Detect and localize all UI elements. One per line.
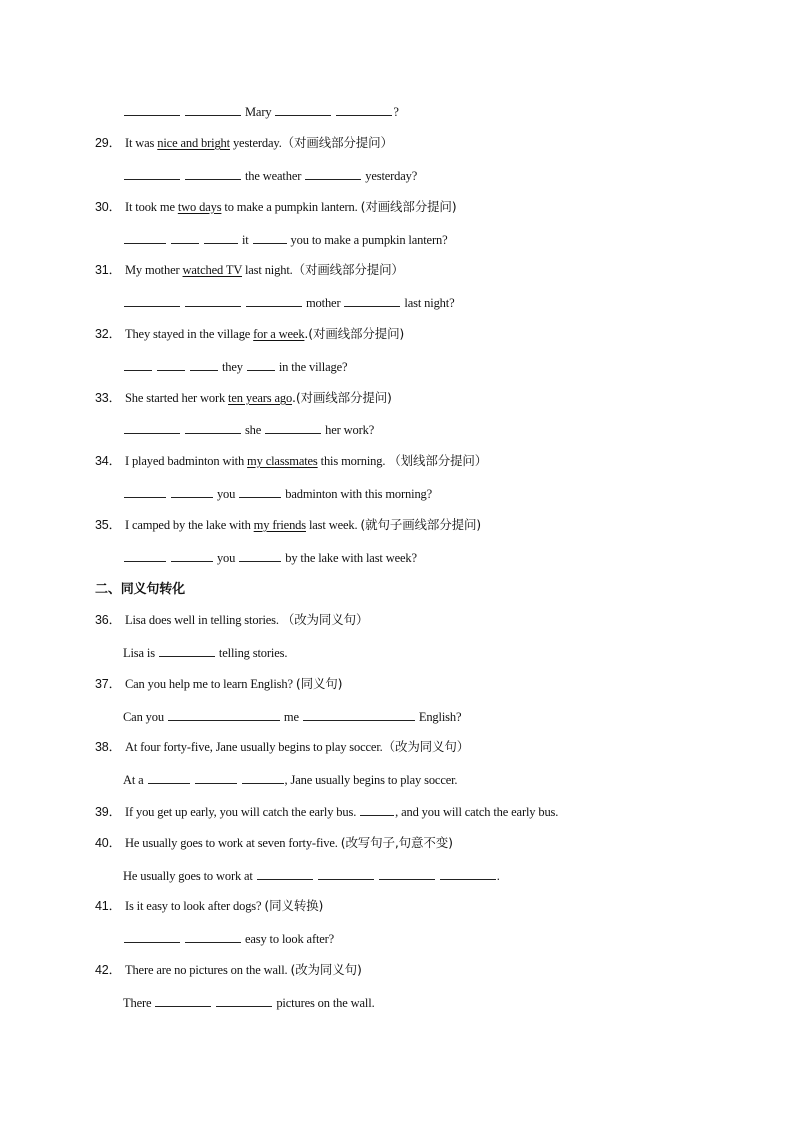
sentence-text: Lisa does well in telling stories. (124, 613, 282, 627)
sentence-text (332, 105, 335, 119)
instruction-note: （改为同义句） (382, 739, 470, 754)
sentence-text: Can you (123, 710, 167, 724)
question-number: 41． (95, 899, 121, 913)
sentence-text (167, 551, 170, 565)
sentence-text: At four forty-five, Jane usually begins to play soccer. (124, 740, 383, 754)
answer-blank[interactable] (239, 485, 281, 498)
answer-blank[interactable] (171, 549, 213, 562)
answer-line (123, 994, 375, 1011)
answer-blank[interactable] (239, 549, 281, 562)
answer-blank[interactable] (171, 231, 199, 244)
sentence-text: mother (302, 296, 344, 310)
sentence-text: yesterday. (229, 136, 282, 150)
sentence-text: to make a pumpkin lantern. (221, 200, 361, 214)
sentence-text (181, 932, 184, 946)
underlined-phrase: ten years ago (228, 391, 293, 405)
sentence-text: If you get up early, you will catch the early bus. (124, 805, 360, 819)
sentence-text: her work? (322, 423, 375, 437)
question-line (95, 135, 393, 151)
answer-line (123, 930, 334, 947)
answer-line (123, 644, 287, 661)
answer-blank[interactable] (242, 771, 284, 784)
answer-line (123, 358, 347, 375)
answer-blank[interactable] (124, 421, 180, 434)
question-number: 35． (95, 518, 121, 532)
answer-blank[interactable] (305, 167, 361, 180)
sentence-text (186, 360, 189, 374)
question-number: 31． (95, 263, 121, 277)
sentence-text: you (213, 551, 239, 565)
question-line (95, 517, 481, 533)
sentence-text: They stayed in the village (124, 327, 254, 341)
sentence-text (153, 360, 156, 374)
sentence-text: telling stories. (215, 646, 288, 660)
question-line (95, 262, 404, 278)
instruction-note: （划线部分提问） (388, 453, 488, 468)
sentence-text: Can you help me to learn English? (124, 677, 296, 691)
sentence-text: by the lake with last week? (282, 551, 417, 565)
answer-blank[interactable] (344, 294, 400, 307)
question-number: 39． (95, 805, 121, 819)
instruction-note: （改为同义句） (281, 612, 369, 627)
question-line (95, 199, 457, 215)
sentence-text: ? (393, 105, 399, 119)
answer-blank[interactable] (246, 294, 302, 307)
answer-blank[interactable] (275, 103, 331, 116)
instruction-note: (改写句子,句意不变) (340, 835, 453, 850)
sentence-text: My mother (124, 263, 183, 277)
sentence-text (242, 296, 245, 310)
answer-blank[interactable] (148, 771, 190, 784)
answer-blank[interactable] (185, 421, 241, 434)
sentence-text: pictures on the wall. (273, 996, 375, 1010)
sentence-text (375, 869, 378, 883)
question-line (95, 803, 558, 820)
instruction-note: （对画线部分提问） (281, 135, 393, 150)
question-number: 29． (95, 136, 121, 150)
sentence-text (212, 996, 215, 1010)
question-line (95, 962, 362, 978)
instruction-note: .(对画线部分提问) (304, 326, 405, 341)
sentence-text: Is it easy to look after dogs? (124, 899, 265, 913)
question-line (95, 835, 453, 851)
question-number: 38． (95, 740, 121, 754)
answer-blank[interactable] (124, 167, 180, 180)
question-number: 33． (95, 391, 121, 405)
question-number: 37． (95, 677, 121, 691)
sentence-text (181, 169, 184, 183)
sentence-text: I camped by the lake with (124, 518, 254, 532)
question-line (95, 676, 342, 692)
sentence-text (167, 487, 170, 501)
answer-blank[interactable] (265, 421, 321, 434)
answer-blank[interactable] (247, 358, 275, 371)
sentence-text: in the village? (275, 360, 348, 374)
answer-blank[interactable] (185, 930, 241, 943)
answer-blank[interactable] (155, 994, 211, 1007)
answer-blank[interactable] (171, 485, 213, 498)
answer-blank[interactable] (253, 231, 287, 244)
answer-blank[interactable] (185, 294, 241, 307)
section-title: 二、同义句转化 (95, 582, 185, 597)
answer-blank[interactable] (124, 485, 166, 498)
answer-blank[interactable] (257, 867, 313, 880)
answer-blank[interactable] (124, 294, 180, 307)
answer-line (123, 867, 500, 884)
sentence-text: me (280, 710, 302, 724)
answer-blank[interactable] (124, 358, 152, 371)
answer-line (123, 167, 417, 184)
sentence-text: He usually goes to work at (123, 869, 256, 883)
sentence-text: last night? (401, 296, 455, 310)
instruction-note: (就句子画线部分提问) (360, 517, 482, 532)
answer-blank[interactable] (159, 644, 215, 657)
answer-blank[interactable] (216, 994, 272, 1007)
question-number: 32． (95, 327, 121, 341)
question-number: 36． (95, 613, 121, 627)
sentence-text: easy to look after? (241, 932, 335, 946)
sentence-text: . (496, 869, 500, 883)
question-line (95, 898, 323, 914)
sentence-text: you (213, 487, 239, 501)
answer-line (123, 549, 417, 566)
question-number: 40． (95, 836, 121, 850)
answer-line (123, 231, 447, 248)
answer-line (123, 708, 461, 725)
sentence-text: I played badminton with (124, 454, 248, 468)
answer-blank[interactable] (190, 358, 218, 371)
answer-blank[interactable] (303, 708, 415, 721)
answer-blank[interactable] (157, 358, 185, 371)
answer-blank[interactable] (185, 103, 241, 116)
answer-blank[interactable] (440, 867, 496, 880)
sentence-text: Mary (241, 105, 275, 119)
sentence-text: she (241, 423, 265, 437)
question-line (95, 612, 368, 628)
underlined-phrase: my friends (253, 518, 306, 532)
instruction-note: （对画线部分提问） (292, 262, 404, 277)
sentence-text: the weather (241, 169, 305, 183)
sentence-text (181, 423, 184, 437)
underlined-phrase: for a week (253, 327, 305, 341)
answer-blank[interactable] (318, 867, 374, 880)
question-number: 42． (95, 963, 121, 977)
sentence-text (314, 869, 317, 883)
sentence-text: this morning. (317, 454, 389, 468)
sentence-text (181, 105, 184, 119)
underlined-phrase: nice and bright (157, 136, 230, 150)
sentence-text: you to make a pumpkin lantern? (287, 233, 448, 247)
answer-blank[interactable] (204, 231, 238, 244)
sentence-text: they (218, 360, 246, 374)
answer-blank[interactable] (185, 167, 241, 180)
underlined-phrase: my classmates (247, 454, 318, 468)
sentence-text: There (123, 996, 155, 1010)
sentence-text: She started her work (124, 391, 229, 405)
answer-line (123, 103, 399, 120)
answer-blank[interactable] (124, 103, 180, 116)
sentence-text (191, 773, 194, 787)
question-number: 30． (95, 200, 121, 214)
answer-blank[interactable] (360, 803, 394, 816)
sentence-text: He usually goes to work at seven forty-five. (124, 836, 341, 850)
sentence-text (238, 773, 241, 787)
answer-line (123, 485, 432, 502)
instruction-note: (改为同义句) (290, 962, 362, 977)
instruction-note: (同义句) (295, 676, 343, 691)
sentence-text (167, 233, 170, 247)
answer-blank[interactable] (124, 231, 166, 244)
sentence-text: , and you will catch the early bus. (395, 805, 559, 819)
sentence-text: English? (415, 710, 462, 724)
question-line (95, 453, 487, 469)
sentence-text (181, 296, 184, 310)
sentence-text: It took me (124, 200, 178, 214)
answer-blank[interactable] (168, 708, 280, 721)
sentence-text: last week. (305, 518, 361, 532)
sentence-text: last night. (241, 263, 293, 277)
underlined-phrase: watched TV (182, 263, 242, 277)
sentence-text: It was (124, 136, 158, 150)
instruction-note: (同义转换) (264, 898, 324, 913)
answer-blank[interactable] (195, 771, 237, 784)
sentence-text (200, 233, 203, 247)
question-number: 34． (95, 454, 121, 468)
sentence-text: it (238, 233, 252, 247)
answer-line (123, 294, 455, 311)
sentence-text: At a (123, 773, 147, 787)
instruction-note: .(对画线部分提问) (292, 390, 392, 405)
sentence-text: Lisa is (123, 646, 158, 660)
answer-blank[interactable] (379, 867, 435, 880)
answer-line (123, 771, 457, 788)
sentence-text: yesterday? (362, 169, 418, 183)
question-line (95, 390, 392, 406)
answer-blank[interactable] (336, 103, 392, 116)
question-line (95, 739, 469, 755)
answer-blank[interactable] (124, 930, 180, 943)
question-line (95, 326, 404, 342)
sentence-text (436, 869, 439, 883)
answer-line (123, 421, 374, 438)
underlined-phrase: two days (177, 200, 222, 214)
section-heading (95, 581, 185, 598)
sentence-text: There are no pictures on the wall. (124, 963, 291, 977)
instruction-note: (对画线部分提问) (360, 199, 457, 214)
answer-blank[interactable] (124, 549, 166, 562)
sentence-text: , Jane usually begins to play soccer. (284, 773, 458, 787)
sentence-text: badminton with this morning? (282, 487, 433, 501)
